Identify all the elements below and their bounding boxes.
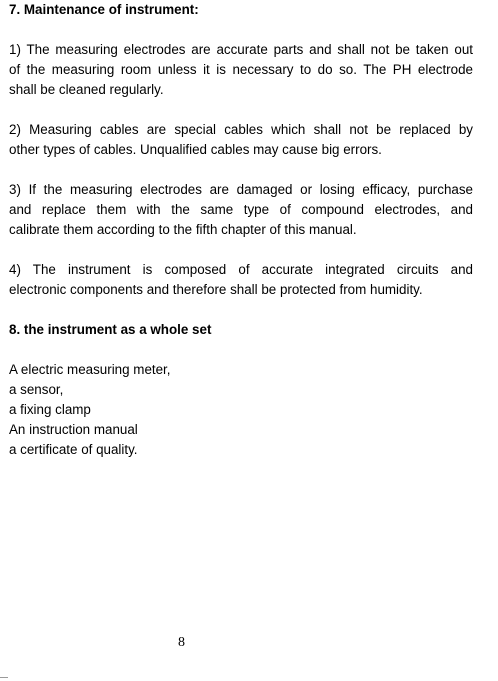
maintenance-item-3 [9, 180, 473, 240]
paragraph-line: 1) The measuring electrodes are accurate parts and shall not be taken out [9, 42, 473, 57]
paragraph-line: shall be cleaned regularly. [9, 82, 164, 97]
corner-mark [0, 677, 8, 678]
page-number: 8 [178, 635, 185, 650]
maintenance-item-2 [9, 120, 473, 160]
list-item: a certificate of quality. [9, 442, 138, 457]
list-item: a fixing clamp [9, 402, 91, 417]
section-8-heading: 8. the instrument as a whole set [9, 322, 212, 337]
paragraph-line: calibrate them according to the fifth chapter of this manual. [9, 222, 357, 237]
maintenance-item-4 [9, 260, 473, 300]
paragraph-line: other types of cables. Unqualified cables may cause big errors. [9, 142, 382, 157]
paragraph-line: 4) The instrument is composed of accurate integrated circuits and [9, 262, 473, 277]
list-item: a sensor, [9, 382, 64, 397]
paragraph-line: 3) If the measuring electrodes are damaged or losing efficacy, purchase [9, 182, 473, 197]
set-contents-list [9, 360, 171, 460]
paragraph-line: 2) Measuring cables are special cables which shall not be replaced by [9, 122, 473, 137]
maintenance-item-1 [9, 40, 473, 100]
paragraph-line: of the measuring room unless it is necessary to do so. The PH electrode [9, 62, 473, 77]
paragraph-line: and replace them with the same type of compound electrodes, and [9, 202, 473, 217]
paragraph-line: electronic components and therefore shall be protected from humidity. [9, 282, 423, 297]
list-item: An instruction manual [9, 422, 138, 437]
list-item: A electric measuring meter, [9, 362, 171, 377]
section-7-heading: 7. Maintenance of instrument: [9, 2, 199, 17]
